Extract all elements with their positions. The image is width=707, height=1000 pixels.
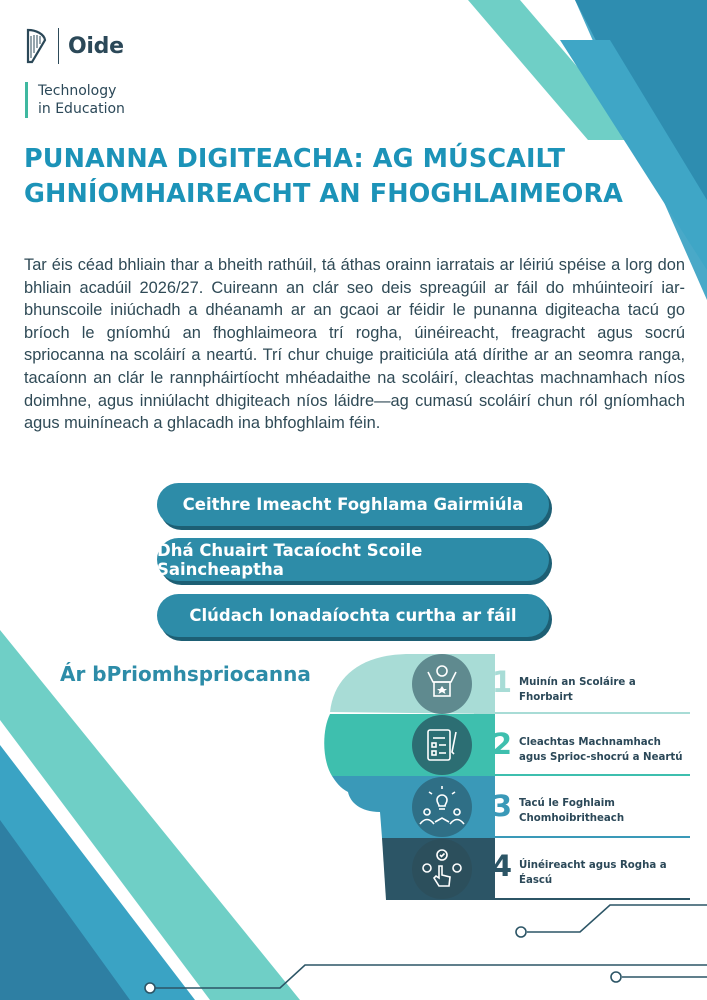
- tagline-line-1: Technology: [38, 83, 117, 99]
- logo-divider: [58, 28, 59, 64]
- goal-number-3: 3: [491, 789, 513, 823]
- brand-tagline: [25, 82, 125, 118]
- feature-pill-workshops: Ceithre Imeacht Foghlama Gairmiúla: [157, 483, 549, 526]
- goal-number-2: 2: [491, 727, 513, 761]
- title-line-1: PUNANNA DIGITEACHA: AG MÚSCAILT: [24, 144, 566, 174]
- goal-3-line-2: Chomhoibritheach: [519, 813, 625, 824]
- goal-2-line-2: agus Sprioc-shocrú a Neartú: [519, 752, 683, 763]
- goal-1-line-2: Fhorbairt: [519, 692, 573, 703]
- goal-circle-1: [412, 654, 472, 714]
- goals-heading: Ár bPriomhspriocanna: [60, 662, 311, 686]
- goal-number-4: 4: [491, 849, 513, 883]
- goal-text-1: [519, 675, 699, 705]
- goal-text-4: [519, 858, 699, 888]
- intro-paragraph: Tar éis céad bhliain thar a bheith rathúil, tá áthas orainn iarratais ar léiriú spéise a lorg don bhliain acadúil 2026/27. Cuireann an clár seo deis spreagúil ar fáil do mhúinteoirí iar-bhunscoile iniúchadh a dhéanamh ar an gcaoi ar féidir le punanna digiteacha tacú go bríoch le gníomhú an fhoghlaimeora trí rogha, úinéireacht, freagracht agus socrú spriocanna na scoláirí a neartú. Trí chur chuige praiticiúla atá dírithe ar an seomra ranga, tacaíonn an clár le rannpháirtíocht mhéadaithe na scoláirí, cleachtas machnamhach níos doimhne, agus inniúlacht dhigiteach níos láidre—ag cumasú scoláirí chun ról gníomhach agus muiníneach a ghlacadh ina bhfoghlaim féin.: [24, 256, 685, 433]
- goal-4-line-1: Úinéireacht agus Rogha a Éascú: [519, 860, 667, 886]
- page-title: [24, 142, 644, 212]
- feature-pill-school-visits: Dhá Chuairt Tacaíocht Scoile Saincheaptha: [157, 538, 549, 581]
- goal-number-1: 1: [491, 665, 513, 699]
- brand-name: Oide: [68, 33, 124, 59]
- goal-1-line-1: Muinín an Scoláire a: [519, 677, 636, 688]
- goal-3-line-1: Tacú le Foghlaim: [519, 798, 615, 809]
- title-line-2: GHNÍOMHAIREACHT AN FHOGHLAIMEORA: [24, 179, 624, 209]
- goal-text-2: [519, 735, 699, 765]
- harp-icon: [24, 28, 48, 64]
- goal-2-line-1: Cleachtas Machnamhach: [519, 737, 661, 748]
- feature-pill-substitution-cover: Clúdach Ionadaíochta curtha ar fáil: [157, 594, 549, 637]
- oide-logo: [24, 26, 124, 66]
- goal-text-3: [519, 796, 699, 826]
- tagline-line-2: in Education: [38, 101, 125, 117]
